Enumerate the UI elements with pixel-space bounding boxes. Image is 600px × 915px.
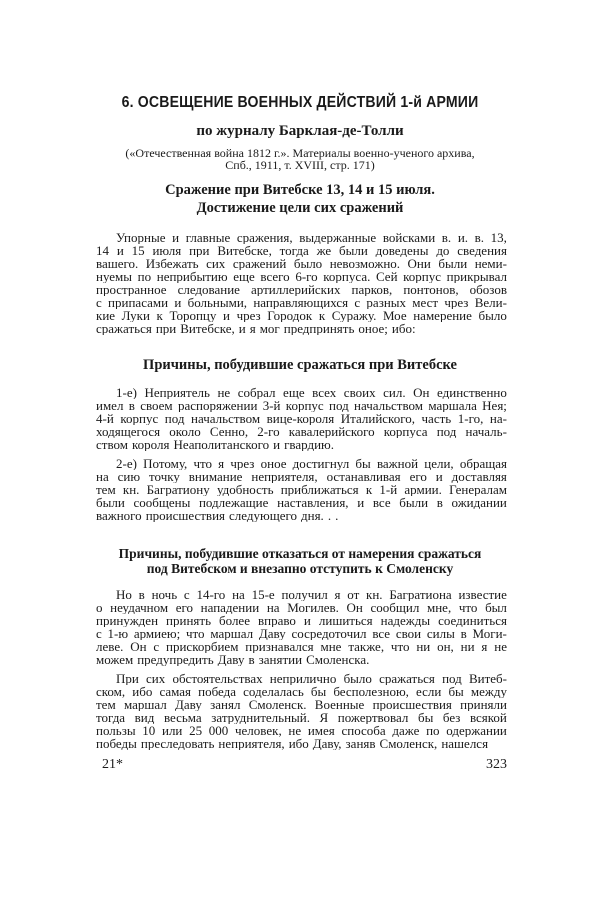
paragraph xyxy=(96,386,507,451)
heading-line: под Витебском и внезапно отступить к Смоленску xyxy=(146,561,454,576)
section-heading-reasons-to-fight xyxy=(60,356,540,374)
citation-line: Спб., 1911, т. XVIII, стр. 171) xyxy=(225,158,375,172)
heading-line: Сражение при Витебске 13, 14 и 15 июля. xyxy=(165,182,435,198)
text-line: 2-е) Потому, что я чрез оное достигнул бы важной цели, обращая xyxy=(116,457,507,470)
text-line: кие Луки к Торопцу и чрез Городок к Суражу. Мое намерение было xyxy=(96,309,507,322)
text-line: победы преследовать неприятеля, ибо Даву, заняв Смоленск, нашелся xyxy=(96,737,489,750)
paragraph xyxy=(96,231,507,335)
chapter-title: 6. ОСВЕЩЕНИЕ ВОЕННЫХ ДЕЙСТВИЙ 1-й АРМИИ xyxy=(121,94,479,111)
paragraph xyxy=(96,457,507,522)
citation-line: («Отечественная война 1812 г.». Материалы военно-ученого архива, xyxy=(125,146,475,160)
text-line: Упорные и главные сражения, выдержанные войсками в. и. в. 13, xyxy=(116,231,507,244)
section2-body xyxy=(96,386,507,522)
text-line: ходящегося около Сенно, 2-го кавалерийского корпуса под началь- xyxy=(96,425,507,438)
text-line: принужден принять более вправо и лишиться надежды соединиться xyxy=(96,614,507,627)
heading-line: Причины, побудившие отказаться от намерения сражаться xyxy=(118,546,482,561)
text-line: При сих обстоятельствах неприлично было сражаться под Витеб- xyxy=(116,672,507,685)
text-line: пространное следование артиллерийских парков, понтонов, обозов xyxy=(96,283,507,296)
text-line: 4-й корпус под начальством вице-короля Италийского, часть 1-го, на- xyxy=(96,412,507,425)
page-number: 323 xyxy=(486,757,507,772)
paragraph xyxy=(96,588,507,666)
text-line: можем предупредить Даву в занятии Смоленска. xyxy=(96,653,370,666)
text-line: пользы 10 или 25 000 человек, не имея способа даже по одержании xyxy=(96,724,507,737)
chapter-subtitle: по журналу Барклая-де-Толли xyxy=(196,123,404,139)
text-line: с припасами и больными, направляющихся с разных мест чрез Вели- xyxy=(96,296,507,309)
section-heading-reasons-to-retreat xyxy=(60,546,540,576)
text-line: тем маршал Даву занял Смоленск. Военные происшествия приняли xyxy=(96,698,507,711)
text-line: 14 и 15 июля при Витебске, тогда же были доведены до сведения xyxy=(96,244,507,257)
text-line: вашего. Избежать сих сражений было невозможно. Они были неми- xyxy=(96,257,507,270)
section3-body xyxy=(96,588,507,750)
text-line: 1-е) Неприятель не собрал еще всех своих сил. Он единственно xyxy=(116,386,507,399)
text-line: ством короля Неаполитанского и гвардию. xyxy=(96,438,334,451)
signature-mark: 21* xyxy=(102,757,123,772)
text-line: с 1-ю армиею; что маршал Даву сосредоточил все свои силы в Моги- xyxy=(96,627,507,640)
text-line: были сообщены подлежащие наставления, и все были в ожидании xyxy=(96,496,507,509)
paragraph xyxy=(96,672,507,750)
text-line: тем кн. Багратиону удобность приближаться к 1-й армии. Генералам xyxy=(96,483,507,496)
section1-body xyxy=(96,231,507,335)
section-heading-vitebsk-battle xyxy=(60,181,540,217)
text-line: имел в своем распоряжении 3-й корпус под начальством маршала Нея; xyxy=(96,399,507,412)
heading-line: Достижение цели сих сражений xyxy=(196,200,404,216)
text-line: важного происшествия следующего дня. . . xyxy=(96,509,339,522)
text-line: Но в ночь с 14-го на 15-е получил я от кн. Багратиона известие xyxy=(116,588,507,601)
text-line: тогда вид весьма затруднительный. Я пожертвовал бы без всякой xyxy=(96,711,507,724)
text-line: ском, ибо самая победа соделалась бы бесполезною, если бы между xyxy=(96,685,507,698)
text-line: сражаться при Витебске, и я мог предпринять оное; ибо: xyxy=(96,322,416,335)
text-line: леве. Он с прискорбием признавался мне также, что ни он, ни я не xyxy=(96,640,507,653)
text-line: нуемы по неприбытию еще всего 6-го корпуса. Сей корпус прикрывал xyxy=(96,270,507,283)
source-citation xyxy=(60,147,540,171)
text-line: на сию точку внимание неприятеля, останавливая его и доставляя xyxy=(96,470,507,483)
heading-line: Причины, побудившие сражаться при Витебске xyxy=(143,357,457,373)
text-line: о неудачном его нападении на Могилев. Он сообщил мне, что был xyxy=(96,601,507,614)
